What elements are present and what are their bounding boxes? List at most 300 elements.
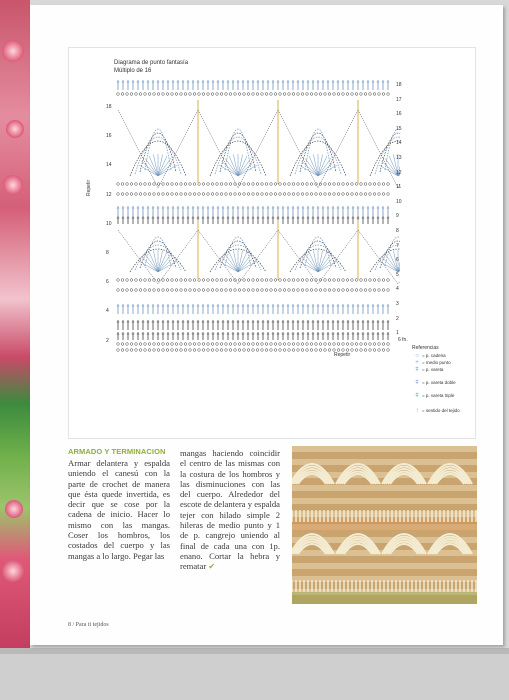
rose-decoration (3, 175, 23, 195)
row-number: 4 (106, 308, 109, 315)
chain-mark (162, 343, 165, 346)
chain-mark (220, 93, 223, 96)
row-number: 1 (396, 330, 399, 337)
chain-mark (292, 183, 295, 186)
chain-mark (153, 183, 156, 186)
chain-mark (225, 279, 228, 282)
chain-mark (373, 183, 376, 186)
chain-mark (166, 349, 169, 352)
chain-mark (288, 193, 291, 196)
chain-mark (198, 193, 201, 196)
chain-mark (378, 93, 381, 96)
chain-mark (117, 279, 120, 282)
chain-mark (162, 93, 165, 96)
chain-mark (117, 289, 120, 292)
row-number: 18 (106, 104, 112, 110)
chain-mark (382, 93, 385, 96)
chain-mark (238, 289, 241, 292)
chain-mark (292, 279, 295, 282)
left-photo-strip (0, 0, 30, 650)
chain-mark (175, 279, 178, 282)
chain-mark (387, 183, 390, 186)
row-number: 15 (396, 125, 402, 132)
fan-stitch (219, 165, 238, 176)
chain-mark (297, 279, 300, 282)
chain-mark (229, 93, 232, 96)
chain-mark (189, 183, 192, 186)
chain-mark (297, 183, 300, 186)
chain-mark (126, 349, 129, 352)
chain-mark (193, 193, 196, 196)
chain-mark (166, 193, 169, 196)
chain-mark (180, 93, 183, 96)
scanner-background (0, 648, 509, 700)
chain-mark (256, 279, 259, 282)
chain-mark (243, 349, 246, 352)
chain-mark (216, 193, 219, 196)
chain-mark (139, 289, 142, 292)
chain-mark (153, 343, 156, 346)
chain-stitch-icon: ○ (415, 352, 419, 359)
chain-mark (207, 183, 210, 186)
chain-mark (256, 289, 259, 292)
row-number: 10 (396, 198, 402, 205)
chain-mark (238, 349, 241, 352)
chain-mark (378, 289, 381, 292)
chain-mark (283, 289, 286, 292)
chain-mark (207, 193, 210, 196)
chain-mark (301, 289, 304, 292)
chain-mark (297, 193, 300, 196)
chain-mark (378, 279, 381, 282)
chain-mark (346, 343, 349, 346)
chain-mark (333, 289, 336, 292)
chain-mark (234, 343, 237, 346)
chain-mark (153, 289, 156, 292)
section-title: ARMADO Y TERMINACION (68, 447, 166, 456)
chain-mark (139, 349, 142, 352)
chain-mark (144, 93, 147, 96)
chain-mark (328, 93, 331, 96)
chain-mark (229, 193, 232, 196)
chain-mark (337, 183, 340, 186)
row-number: 8 (396, 228, 399, 234)
row-number: 5 (396, 271, 399, 278)
chain-mark (369, 183, 372, 186)
chain-mark (270, 193, 273, 196)
chain-mark (189, 279, 192, 282)
page-footer: 8 / Para ti tejidos (68, 622, 109, 628)
chain-mark (373, 349, 376, 352)
chain-mark (387, 279, 390, 282)
chain-mark (279, 343, 282, 346)
chain-mark (229, 183, 232, 186)
chain-mark (220, 183, 223, 186)
chain-mark (324, 279, 327, 282)
chain-mark (333, 183, 336, 186)
chain-mark (247, 289, 250, 292)
chain-mark (261, 93, 264, 96)
fabric-underlay (292, 522, 477, 530)
chain-mark (121, 349, 124, 352)
chain-mark (279, 193, 282, 196)
chain-mark (382, 349, 385, 352)
chain-mark (319, 343, 322, 346)
chain-mark (346, 193, 349, 196)
chain-mark (135, 193, 138, 196)
chain-mark (310, 279, 313, 282)
chain-mark (126, 183, 129, 186)
chain-mark (225, 193, 228, 196)
chain-mark (265, 343, 268, 346)
chain-mark (261, 279, 264, 282)
chain-mark (193, 279, 196, 282)
fan-stitch (299, 165, 318, 176)
repeat-side-label: Repetir (86, 179, 92, 196)
chain-mark (373, 289, 376, 292)
chain-mark (207, 349, 210, 352)
chain-mark (207, 93, 210, 96)
chain-mark (166, 343, 169, 346)
row-number: 16 (106, 133, 112, 140)
chain-mark (351, 93, 354, 96)
chain-mark (310, 93, 313, 96)
lace-band (292, 498, 477, 504)
chain-mark (279, 279, 282, 282)
row-number: 13 (396, 155, 402, 161)
chain-mark (121, 193, 124, 196)
instructions-text: mangas haciendo coincidir el centro de las mismas con la costura de los hombros y las disminuciones con las del cuerpo. Alrededor del escote de delantera y espalda tejer con hilado simple 2 hileras de medio punto y 1 de p. cangrejo uniendo al final de cada una con 1p. enano. Cortar la hebra y rematar (180, 448, 280, 572)
start-label: 6 fn. (398, 337, 408, 343)
chain-mark (189, 193, 192, 196)
row-number: 12 (396, 169, 402, 176)
chain-mark (234, 93, 237, 96)
chain-mark (130, 93, 133, 96)
row-number: 4 (396, 286, 399, 293)
chain-mark (369, 193, 372, 196)
chain-mark (387, 343, 390, 346)
chain-mark (238, 343, 241, 346)
instructions-column-1: Armar delantera y espalda uniendo el canesú con la parte de crochet de manera que ésta quede invertida, es decir que se cose por la cadena de inicio. Hacer lo mismo con las mangas. Coser los hombros, los costados del cuerpo y las mangas a lo largo. Pegar las (68, 458, 170, 561)
chain-mark (153, 349, 156, 352)
chain-mark (220, 279, 223, 282)
chain-mark (288, 349, 291, 352)
chain-mark (364, 193, 367, 196)
chain-mark (126, 93, 129, 96)
chain-mark (243, 289, 246, 292)
chain-mark (216, 93, 219, 96)
chain-mark (229, 349, 232, 352)
chain-mark (378, 349, 381, 352)
chain-mark (373, 279, 376, 282)
chain-mark (171, 193, 174, 196)
chain-mark (162, 289, 165, 292)
chain-mark (157, 289, 160, 292)
chain-mark (351, 349, 354, 352)
chain-mark (202, 93, 205, 96)
chain-mark (333, 279, 336, 282)
chain-mark (247, 183, 250, 186)
chain-mark (202, 349, 205, 352)
chain-mark (265, 183, 268, 186)
chain-mark (171, 279, 174, 282)
row-number: 7 (396, 242, 399, 249)
chain-mark (261, 349, 264, 352)
chain-mark (270, 289, 273, 292)
chain-mark (315, 183, 318, 186)
chain-mark (256, 349, 259, 352)
chain-mark (274, 93, 277, 96)
chain-mark (243, 93, 246, 96)
single-crochet-icon: + (415, 359, 419, 366)
chain-mark (148, 343, 151, 346)
chain-mark (175, 289, 178, 292)
chain-mark (229, 279, 232, 282)
chain-mark (279, 349, 282, 352)
chain-mark (207, 279, 210, 282)
chain-mark (229, 289, 232, 292)
chain-mark (144, 343, 147, 346)
chain-mark (337, 289, 340, 292)
chain-mark (220, 349, 223, 352)
chain-mark (265, 193, 268, 196)
chain-mark (274, 193, 277, 196)
chain-mark (283, 93, 286, 96)
chain-mark (211, 343, 214, 346)
chain-mark (387, 349, 390, 352)
chain-mark (306, 193, 309, 196)
chain-mark (270, 349, 273, 352)
chain-mark (328, 193, 331, 196)
chain-mark (157, 279, 160, 282)
chain-mark (184, 349, 187, 352)
chain-mark (360, 343, 363, 346)
chain-mark (202, 279, 205, 282)
legend-label: = p. vareta doble (422, 380, 456, 385)
chain-mark (261, 183, 264, 186)
chain-mark (279, 289, 282, 292)
chain-mark (189, 93, 192, 96)
chain-mark (117, 193, 120, 196)
chain-mark (342, 193, 345, 196)
chain-mark (225, 183, 228, 186)
chain-mark (301, 183, 304, 186)
chain-mark (364, 93, 367, 96)
chain-mark (202, 289, 205, 292)
chain-mark (144, 349, 147, 352)
chain-mark (292, 193, 295, 196)
rose-decoration (6, 120, 24, 138)
chain-mark (373, 93, 376, 96)
chain-mark (180, 183, 183, 186)
chain-mark (175, 349, 178, 352)
chain-mark (153, 93, 156, 96)
chain-mark (126, 279, 129, 282)
chain-mark (310, 343, 313, 346)
chain-mark (216, 289, 219, 292)
legend-item (412, 407, 460, 414)
row-number: 2 (106, 337, 109, 344)
chain-mark (189, 289, 192, 292)
chain-mark (364, 343, 367, 346)
crochet-chart (100, 76, 400, 356)
chain-mark (225, 93, 228, 96)
chain-mark (139, 193, 142, 196)
chain-mark (184, 343, 187, 346)
chain-mark (198, 349, 201, 352)
chain-mark (270, 93, 273, 96)
chain-mark (162, 279, 165, 282)
chain-mark (162, 183, 165, 186)
chain-mark (166, 183, 169, 186)
chain-mark (198, 289, 201, 292)
lace-band (292, 485, 477, 491)
chain-mark (333, 349, 336, 352)
rose-decoration (2, 40, 24, 62)
chain-mark (256, 343, 259, 346)
direction-arrow-icon: ↑ (415, 407, 419, 414)
row-number: 14 (396, 140, 402, 147)
chain-mark (180, 193, 183, 196)
chain-mark (346, 289, 349, 292)
chain-mark (306, 349, 309, 352)
legend-label: = sentido del tejido (422, 408, 460, 413)
chain-mark (135, 279, 138, 282)
chain-mark (292, 93, 295, 96)
chain-mark (135, 343, 138, 346)
legend-item (412, 366, 460, 373)
chain-mark (355, 349, 358, 352)
checkmark-icon: ✔ (208, 562, 216, 572)
chain-mark (148, 93, 151, 96)
chain-mark (144, 193, 147, 196)
chain-mark (265, 93, 268, 96)
chain-mark (180, 343, 183, 346)
legend-item (412, 352, 460, 359)
chain-mark (274, 343, 277, 346)
chain-mark (351, 183, 354, 186)
chain-mark (328, 349, 331, 352)
chain-mark (364, 183, 367, 186)
chain-mark (315, 289, 318, 292)
chain-mark (301, 349, 304, 352)
chain-mark (337, 349, 340, 352)
chain-mark (193, 349, 196, 352)
chain-mark (184, 193, 187, 196)
chain-mark (261, 289, 264, 292)
chain-mark (117, 349, 120, 352)
chain-mark (175, 183, 178, 186)
row-number: 16 (396, 111, 402, 118)
chain-mark (211, 349, 214, 352)
chain-mark (306, 183, 309, 186)
chain-mark (234, 349, 237, 352)
chain-mark (130, 183, 133, 186)
chain-mark (301, 343, 304, 346)
chain-mark (121, 343, 124, 346)
chain-mark (130, 279, 133, 282)
chain-mark (288, 93, 291, 96)
chain-mark (378, 343, 381, 346)
chain-mark (157, 93, 160, 96)
chain-mark (252, 93, 255, 96)
chain-mark (175, 343, 178, 346)
chain-mark (171, 289, 174, 292)
chain-mark (315, 93, 318, 96)
chain-mark (261, 343, 264, 346)
chain-mark (319, 289, 322, 292)
chain-mark (360, 193, 363, 196)
chain-mark (256, 183, 259, 186)
chain-mark (333, 93, 336, 96)
chain-mark (346, 93, 349, 96)
chain-mark (310, 289, 313, 292)
row-number: 14 (106, 162, 112, 169)
chain-mark (351, 279, 354, 282)
chain-mark (337, 93, 340, 96)
chain-mark (355, 93, 358, 96)
chain-mark (315, 193, 318, 196)
chain-mark (202, 183, 205, 186)
chain-mark (346, 183, 349, 186)
fan-stitch (299, 261, 318, 272)
chain-mark (153, 193, 156, 196)
lace-band (292, 563, 477, 569)
chain-mark (342, 183, 345, 186)
chain-mark (387, 193, 390, 196)
row-number: 8 (106, 250, 109, 256)
chain-mark (360, 279, 363, 282)
chain-mark (346, 349, 349, 352)
rose-decoration (2, 560, 24, 582)
chain-mark (121, 279, 124, 282)
fan-stitch (238, 165, 257, 176)
chain-mark (157, 193, 160, 196)
chain-mark (256, 193, 259, 196)
chain-mark (360, 93, 363, 96)
chain-mark (252, 279, 255, 282)
chain-mark (360, 349, 363, 352)
repeat-bottom-label: Repetir (334, 352, 351, 358)
chain-mark (270, 343, 273, 346)
chain-mark (207, 289, 210, 292)
chain-mark (274, 279, 277, 282)
chain-mark (283, 279, 286, 282)
chain-mark (310, 193, 313, 196)
chain-mark (171, 343, 174, 346)
chain-mark (234, 289, 237, 292)
chain-mark (144, 279, 147, 282)
chain-mark (328, 289, 331, 292)
fan-stitch (318, 165, 337, 176)
chain-mark (184, 183, 187, 186)
chain-mark (265, 289, 268, 292)
chain-mark (265, 279, 268, 282)
chain-mark (211, 93, 214, 96)
rose-decoration (5, 500, 23, 518)
chain-mark (211, 279, 214, 282)
chain-mark (166, 93, 169, 96)
fan-stitch (318, 261, 337, 272)
chain-mark (126, 193, 129, 196)
chain-mark (324, 183, 327, 186)
chain-mark (355, 279, 358, 282)
chain-mark (369, 343, 372, 346)
chain-mark (319, 193, 322, 196)
chain-mark (189, 343, 192, 346)
chain-mark (306, 93, 309, 96)
chain-mark (364, 279, 367, 282)
